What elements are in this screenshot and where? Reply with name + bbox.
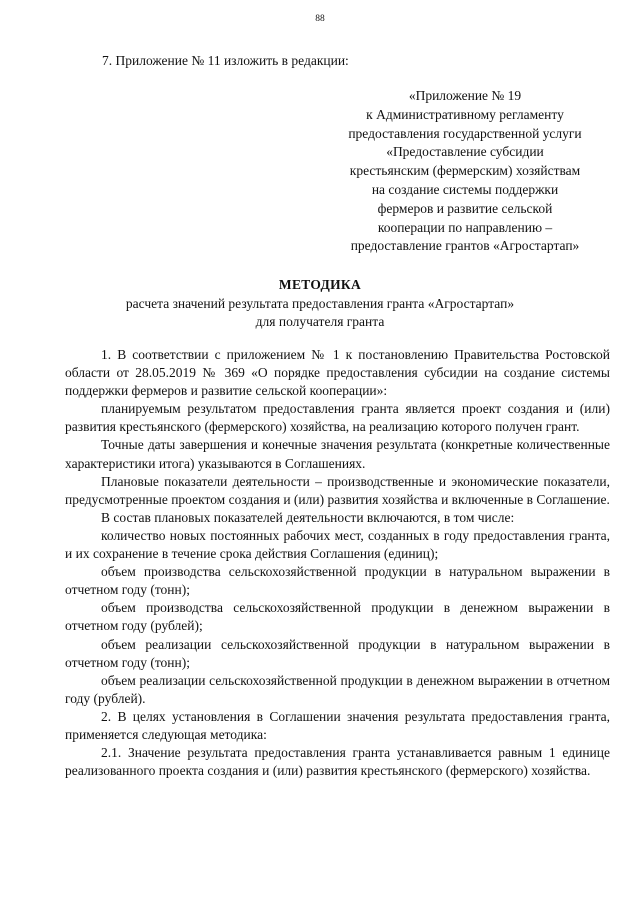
paragraph: планируемым результатом предоставления гранта является проект создания и (или) развития крестьянского (фермерского) хозяйства, на реализацию которого получен грант. [65, 401, 610, 435]
subtitle-line: для получателя гранта [255, 314, 385, 329]
document-subtitle [0, 295, 640, 331]
paragraph: 2. В целях установления в Соглашении значения результата предоставления гранта, применяется следующая методика: [65, 708, 610, 742]
subtitle-line: расчета значений результата предоставления гранта «Агростартап» [125, 296, 515, 311]
appendix-line: предоставления государственной услуги [348, 125, 582, 141]
document-body [65, 346, 610, 780]
paragraph: 1. В соответствии с приложением № 1 к постановлению Правительства Ростовской области от 28.05.2019 № 369 «О порядке предоставления субсидии на создание системы поддержки фермеров и развитие сельской кооперации»: [65, 347, 610, 399]
paragraph: объем производства сельскохозяйственной продукции в денежном выражении в отчетном году (рублей); [65, 600, 610, 634]
appendix-line: предоставление грантов «Агростартап» [350, 238, 580, 254]
paragraph: объем реализации сельскохозяйственной продукции в натуральном выражении в отчетном году (тонн); [65, 636, 610, 670]
appendix-line: крестьянским (фермерским) хозяйствам [349, 163, 581, 179]
appendix-line: на создание системы поддержки [371, 181, 559, 197]
paragraph: В состав плановых показателей деятельности включаются, в том числе: [101, 509, 515, 525]
paragraph: Плановые показатели деятельности – производственные и экономические показатели, предусмотренные проектом создания и (или) развития хозяйства и включенные в Соглашение. [65, 473, 610, 507]
appendix-line: «Предоставление субсидии [386, 144, 544, 160]
appendix-line: «Приложение № 19 [408, 88, 522, 103]
paragraph: 2.1. Значение результата предоставления гранта устанавливается равным 1 единице реализованного проекта создания и (или) развития крестьянского (фермерского) хозяйства. [65, 745, 610, 779]
paragraph: объем реализации сельскохозяйственной продукции в денежном выражении в отчетном году (рублей). [65, 672, 610, 706]
appendix-line: фермеров и развитие сельской [377, 200, 553, 216]
appendix-header [325, 87, 605, 256]
intro-line: 7. Приложение № 11 изложить в редакции: [102, 53, 349, 68]
appendix-line: к Административному регламенту [366, 106, 564, 122]
appendix-line: кооперации по направлению – [377, 219, 553, 235]
paragraph: количество новых постоянных рабочих мест, созданных в году предоставления гранта, и их сохранение в течение срока действия Соглашения (единиц); [65, 527, 610, 562]
paragraph: объем производства сельскохозяйственной продукции в натуральном выражении в отчетном году (тонн); [65, 564, 610, 598]
paragraph: Точные даты завершения и конечные значения результата (конкретные количественные характеристики итога) указываются в Соглашениях. [65, 437, 610, 471]
document-title: МЕТОДИКА [278, 277, 362, 292]
page-number: 88 [315, 14, 325, 24]
